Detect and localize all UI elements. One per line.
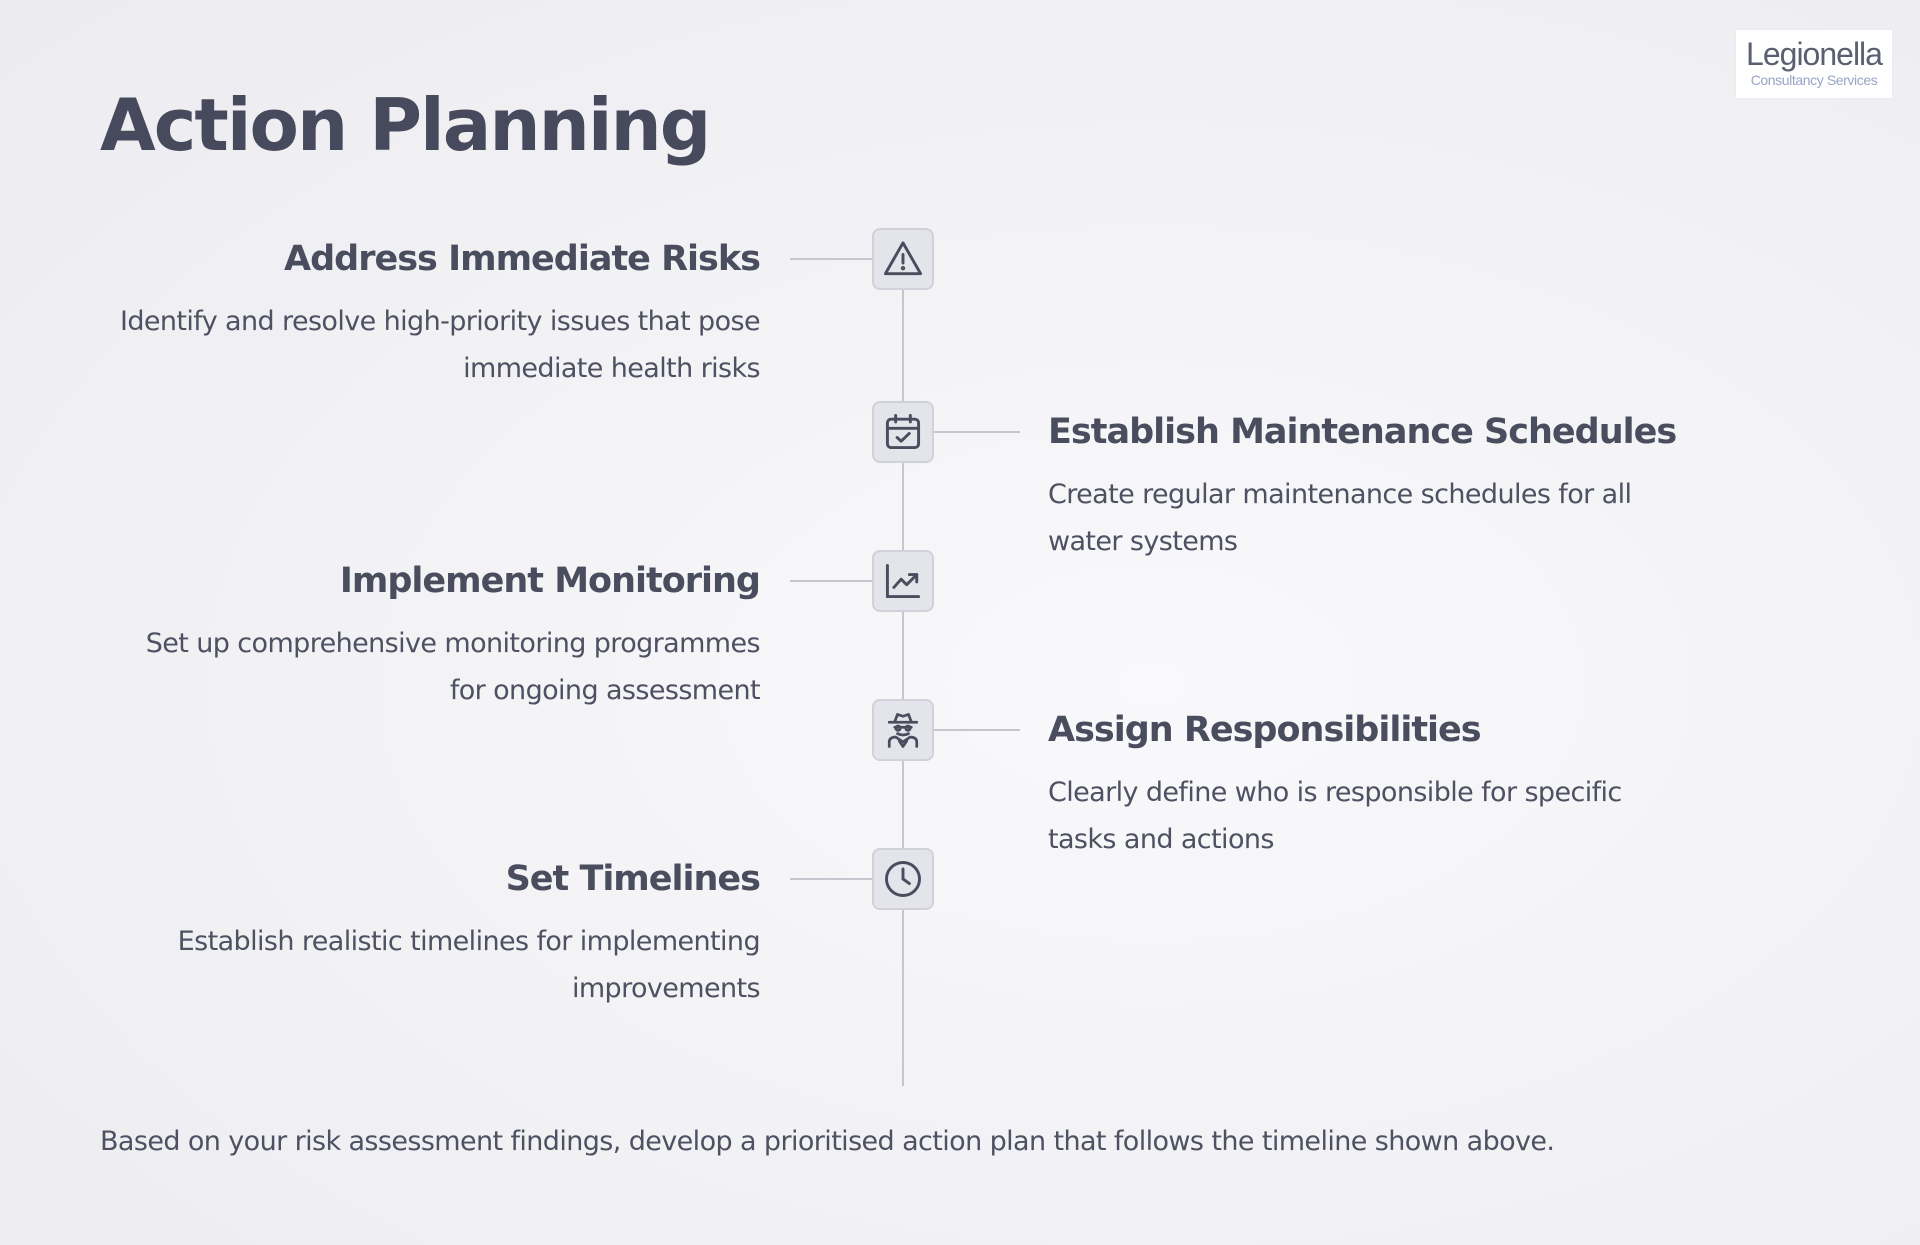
step-description: Clearly define who is responsible for specific tasks and actions <box>1048 777 1622 855</box>
trend-chart-icon <box>881 559 925 603</box>
connector-step-3 <box>790 580 872 582</box>
step-title: Establish Maintenance Schedules <box>1048 412 1677 452</box>
step-title: Set Timelines <box>505 859 760 899</box>
timeline-line <box>902 230 904 1086</box>
clock-icon <box>881 857 925 901</box>
calendar-check-icon <box>881 410 925 454</box>
timeline-node-step-2 <box>872 401 934 463</box>
logo-tagline: Consultancy Services <box>1750 72 1878 88</box>
page-title: Action Planning <box>100 83 710 167</box>
footer-note: Based on your risk assessment findings, develop a prioritised action plan that follows the timeline shown above. <box>100 1126 1555 1157</box>
logo-wordmark: Legionella <box>1746 36 1882 72</box>
step-title: Assign Responsibilities <box>1048 710 1481 750</box>
connector-step-4 <box>934 729 1020 731</box>
step-title: Address Immediate Risks <box>284 239 760 279</box>
timeline-node-step-4 <box>872 699 934 761</box>
step-description: Establish realistic timelines for implementing improvements <box>177 926 760 1004</box>
step-description: Create regular maintenance schedules for all water systems <box>1048 479 1632 557</box>
timeline-node-step-1 <box>872 228 934 290</box>
step-description: Identify and resolve high-priority issues that pose immediate health risks <box>119 306 760 384</box>
incognito-person-icon <box>881 708 925 752</box>
connector-step-2 <box>934 431 1020 433</box>
connector-step-5 <box>790 878 872 880</box>
step-title: Implement Monitoring <box>339 561 760 601</box>
warning-triangle-icon <box>881 237 925 281</box>
timeline-node-step-3 <box>872 550 934 612</box>
connector-step-1 <box>790 258 872 260</box>
step-description: Set up comprehensive monitoring programmes for ongoing assessment <box>145 628 760 706</box>
timeline-node-step-5 <box>872 848 934 910</box>
company-logo <box>1736 30 1892 98</box>
